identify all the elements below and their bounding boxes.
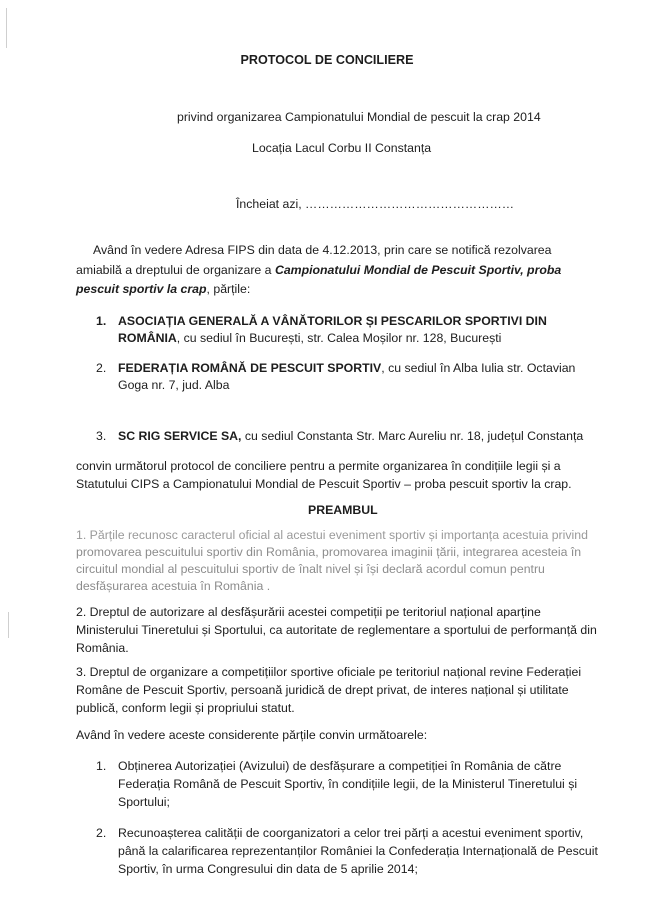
agreement-1-number: 1. — [96, 759, 107, 773]
agreement-1-line-1: Obținerea Autorizației (Avizului) de desfășurare a competiției în România de către — [118, 759, 562, 773]
intro-text: amiabilă a dreptului de organizare a — [76, 263, 275, 277]
convene-line-1: convin următorul protocol de conciliere pentru a permite organizarea în condițiile legii și a — [76, 459, 561, 473]
intro-line-2 — [76, 261, 561, 279]
party-2-number: 2. — [96, 361, 107, 375]
preamble-2-line-1: 2. Dreptul de autorizare al desfășurării acestei competiții pe teritoriul național aparține — [76, 605, 541, 619]
preamble-1-line-4: desfășurarea acestuia în România . — [76, 579, 271, 593]
agreement-2-line-3: Sportiv, în urma Congresului din data de 5 aprilie 2014; — [118, 862, 418, 876]
party-1-number: 1. — [96, 314, 107, 328]
agreement-2-number: 2. — [96, 826, 107, 840]
party-3-number: 3. — [96, 429, 107, 443]
scan-mark-left-top — [6, 8, 7, 48]
agreement-1-line-3: Sportului; — [118, 795, 170, 809]
party-3-name: SC RIG SERVICE SA, — [118, 429, 242, 443]
party-3-line-1 — [118, 427, 583, 445]
preamble-2-line-2: Ministerului Tineretului și Sportului, ca autoritate de reglementare a sportului de performanță din — [76, 623, 597, 637]
agreement-2-line-1: Recunoașterea calității de coorganizatori a celor trei părți a acestui eveniment sportiv, — [118, 826, 584, 840]
party-2-address: Goga nr. 7, jud. Alba — [118, 378, 230, 392]
intro-line-1: Având în vedere Adresa FIPS din data de 4.12.2013, prin care se notifică rezolvarea — [93, 243, 552, 257]
championship-name: Campionatului Mondial de Pescuit Sportiv, proba — [274, 263, 562, 277]
convene-line-2: Statutului CIPS a Campionatului Mondial de Pescuit Sportiv – proba pescuit sportiv la crap. — [76, 477, 572, 491]
document-subtitle-event: privind organizarea Campionatului Mondial de pescuit la crap 2014 — [177, 110, 541, 124]
party-1-name-cont: ROMÂNIA — [118, 331, 177, 345]
party-2-line-1 — [118, 359, 575, 377]
party-1-detail: , cu sediul în București, str. Calea Moșilor nr. 128, București — [176, 331, 502, 345]
document-title: PROTOCOL DE CONCILIERE — [240, 53, 414, 67]
preamble-2-line-3: România. — [76, 641, 129, 655]
party-2-detail: , cu sediul în Alba Iulia str. Octavian — [381, 361, 576, 375]
scan-mark-left-mid — [8, 612, 9, 638]
agreement-2-line-2: până la calarificarea reprezentanților României la Confederația Internațională de Pescuit — [118, 844, 598, 858]
preamble-1-line-2: promovarea pescuitului sportiv din România, promovarea imaginii țării, integrarea acesteia în — [76, 545, 582, 559]
party-1-address — [118, 329, 501, 347]
preamble-3-line-3: publică, conform legii și propriului statut. — [76, 701, 295, 715]
considering-line: Având în vedere aceste considerente părțile convin următoarele: — [76, 728, 428, 742]
event-discipline: pescuit sportiv la crap — [76, 282, 207, 296]
preamble-1-line-1: 1. Părțile recunosc caracterul oficial al acestui eveniment sportiv și importanța acestuia privind — [76, 528, 588, 542]
intro-line-3 — [76, 280, 250, 298]
concluded-date-line: Încheiat azi, …………………………………………… — [236, 197, 515, 211]
preamble-3-line-1: 3. Dreptul de organizare a competițiilor sportive oficiale pe teritoriul național revine Federației — [76, 665, 582, 679]
party-2-name: FEDERAȚIA ROMÂNĂ DE PESCUIT SPORTIV — [118, 361, 382, 375]
preamble-1-line-3: circuitul mondial al pescuitului sportiv de înalt nivel și își declară acordul comun pentru — [76, 562, 545, 576]
party-3-detail: cu sediul Constanta Str. Marc Aureliu nr. 18, județul Constanța — [241, 429, 584, 443]
preamble-3-line-2: Române de Pescuit Sportiv, persoană juridică de drept privat, de interes național și utilitate — [76, 683, 569, 697]
agreement-1-line-2: Federația Română de Pescuit Sportiv, în condițiile legii, de la Ministerul Tineretului și — [118, 777, 578, 791]
party-1-name: ASOCIAȚIA GENERALĂ A VÂNĂTORILOR ȘI PESCARILOR SPORTIVI DIN — [118, 314, 547, 328]
preamble-heading: PREAMBUL — [308, 503, 378, 517]
document-subtitle-location: Locația Lacul Corbu II Constanța — [252, 141, 432, 155]
parties-label: , părțile: — [206, 282, 251, 296]
